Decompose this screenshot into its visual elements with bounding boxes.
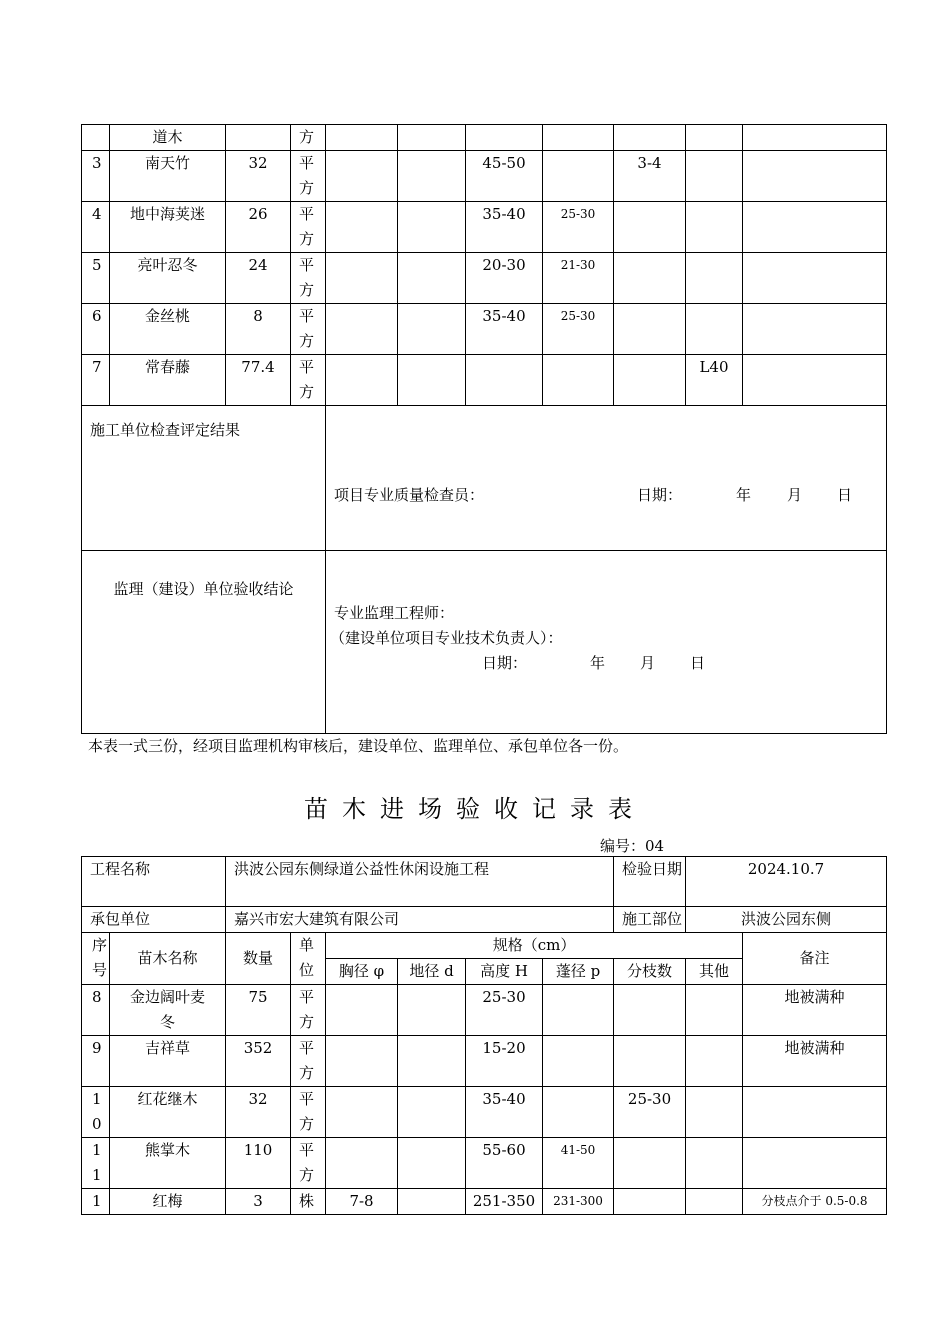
- branch-count: [614, 355, 686, 406]
- inspect-date-value: 2024.10.7: [686, 857, 887, 907]
- inspect-date-label: 检验日期: [614, 857, 686, 907]
- unit: 方: [291, 125, 326, 151]
- quantity: 32: [226, 151, 291, 202]
- other: [686, 1036, 743, 1087]
- row-number: 6: [82, 304, 110, 355]
- quantity: 26: [226, 202, 291, 253]
- crown-diameter: [543, 355, 614, 406]
- table-row: [82, 1138, 887, 1189]
- ground-diameter: [398, 253, 466, 304]
- plant-name: 红花继木: [110, 1087, 226, 1138]
- plant-name: 常春藤: [110, 355, 226, 406]
- other: L40: [686, 355, 743, 406]
- date-label-2: 日期：: [482, 654, 528, 672]
- unit: 平 方: [291, 1087, 326, 1138]
- plant-name: 金边阔叶麦 冬: [110, 985, 226, 1036]
- plant-name: 红梅: [110, 1189, 226, 1215]
- unit: 平 方: [291, 151, 326, 202]
- branch-count: [614, 253, 686, 304]
- quantity: 352: [226, 1036, 291, 1087]
- chest-diameter: [326, 202, 398, 253]
- unit: 平 方: [291, 304, 326, 355]
- ground-diameter: [398, 1036, 466, 1087]
- header-note: 备注: [743, 933, 887, 985]
- remark: [743, 202, 887, 253]
- other: [686, 1189, 743, 1215]
- quantity: 110: [226, 1138, 291, 1189]
- row-number: 7: [82, 355, 110, 406]
- ground-diameter: [398, 151, 466, 202]
- supervision-label: 监理（建设）单位验收结论: [82, 551, 326, 734]
- remark: 分枝点介于 0.5-0.8: [743, 1189, 887, 1215]
- header-no: 序 号: [82, 933, 110, 985]
- engineer-label: 专业监理工程师：: [334, 604, 455, 622]
- crown-diameter: [543, 125, 614, 151]
- height: 55-60: [466, 1138, 543, 1189]
- branch-count: 3-4: [614, 151, 686, 202]
- project-row: [82, 857, 887, 907]
- contractor-value: 嘉兴市宏大建筑有限公司: [226, 907, 614, 933]
- chest-diameter: [326, 1087, 398, 1138]
- ground-diameter: [398, 985, 466, 1036]
- branch-count: [614, 1138, 686, 1189]
- crown-diameter: 231-300: [543, 1189, 614, 1215]
- quantity: 77.4: [226, 355, 291, 406]
- table-row: [82, 1189, 887, 1215]
- row-number: [82, 125, 110, 151]
- header-height: 高度 H: [466, 959, 543, 985]
- branch-count: [614, 202, 686, 253]
- month-label: 月: [787, 486, 803, 504]
- row-number: 3: [82, 151, 110, 202]
- height: 35-40: [466, 1087, 543, 1138]
- plant-name: 亮叶忍冬: [110, 253, 226, 304]
- plant-name: 南天竹: [110, 151, 226, 202]
- footnote: 本表一式三份，经项目监理机构审核后，建设单位、监理单位、承包单位各一份。: [88, 737, 629, 755]
- height: [466, 355, 543, 406]
- unit: 株: [291, 1189, 326, 1215]
- table-row: [82, 355, 887, 406]
- header-unit: 单 位: [291, 933, 326, 985]
- crown-diameter: [543, 1036, 614, 1087]
- plant-name: 金丝桃: [110, 304, 226, 355]
- crown-diameter: [543, 1087, 614, 1138]
- inspector-label: 项目专业质量检查员：: [334, 486, 485, 504]
- other: [686, 304, 743, 355]
- construction-result-cell: [326, 406, 887, 551]
- crown-diameter: 25-30: [543, 202, 614, 253]
- seedling-acceptance-table: [81, 856, 887, 1215]
- height: 251-350: [466, 1189, 543, 1215]
- chest-diameter: [326, 253, 398, 304]
- height: 20-30: [466, 253, 543, 304]
- table-row: [82, 304, 887, 355]
- remark: [743, 151, 887, 202]
- branch-count: [614, 125, 686, 151]
- chest-diameter: [326, 151, 398, 202]
- ground-diameter: [398, 1189, 466, 1215]
- unit: 平 方: [291, 985, 326, 1036]
- crown-diameter: [543, 151, 614, 202]
- contractor-row: [82, 907, 887, 933]
- plant-name: 道木: [110, 125, 226, 151]
- height: 35-40: [466, 304, 543, 355]
- row-number: 1: [82, 1189, 110, 1215]
- table-row: [82, 985, 887, 1036]
- crown-diameter: [543, 985, 614, 1036]
- quantity: 8: [226, 304, 291, 355]
- row-number: 4: [82, 202, 110, 253]
- unit: 平 方: [291, 1036, 326, 1087]
- plant-name: 地中海荚迷: [110, 202, 226, 253]
- remark: [743, 125, 887, 151]
- table-row: [82, 151, 887, 202]
- supervision-cell: [326, 551, 887, 734]
- unit: 平 方: [291, 355, 326, 406]
- remark: [743, 1087, 887, 1138]
- chest-diameter: [326, 304, 398, 355]
- day-label-2: 日: [690, 654, 706, 672]
- crown-diameter: 25-30: [543, 304, 614, 355]
- row-number: 5: [82, 253, 110, 304]
- remark: [743, 355, 887, 406]
- form-code: 编号：04: [600, 837, 665, 855]
- chest-diameter: [326, 1138, 398, 1189]
- branch-count: [614, 1036, 686, 1087]
- branch-count: [614, 304, 686, 355]
- height: [466, 125, 543, 151]
- table-row: [82, 202, 887, 253]
- supervision-row: [82, 551, 887, 734]
- row-number: 9: [82, 1036, 110, 1087]
- remark: 地被满种: [743, 985, 887, 1036]
- row-number: 8: [82, 985, 110, 1036]
- unit: 平 方: [291, 253, 326, 304]
- day-label: 日: [837, 486, 853, 504]
- quantity: 75: [226, 985, 291, 1036]
- row-number: 1 1: [82, 1138, 110, 1189]
- header-row-1: [82, 933, 887, 959]
- chest-diameter: [326, 1036, 398, 1087]
- quantity: [226, 125, 291, 151]
- chest-diameter: [326, 125, 398, 151]
- ground-diameter: [398, 125, 466, 151]
- year-label: 年: [736, 486, 752, 504]
- header-ground-diameter: 地径 d: [398, 959, 466, 985]
- remark: 地被满种: [743, 1036, 887, 1087]
- other: [686, 253, 743, 304]
- branch-count: 25-30: [614, 1087, 686, 1138]
- location-label: 施工部位: [614, 907, 686, 933]
- table-row: [82, 253, 887, 304]
- chest-diameter: [326, 355, 398, 406]
- height: 35-40: [466, 202, 543, 253]
- branch-count: [614, 1189, 686, 1215]
- crown-diameter: 21-30: [543, 253, 614, 304]
- header-branch-count: 分枝数: [614, 959, 686, 985]
- branch-count: [614, 985, 686, 1036]
- ground-diameter: [398, 1138, 466, 1189]
- ground-diameter: [398, 202, 466, 253]
- owner-label: （建设单位项目专业技术负责人）：: [330, 629, 563, 647]
- construction-result-row: [82, 406, 887, 551]
- chest-diameter: 7-8: [326, 1189, 398, 1215]
- quantity: 3: [226, 1189, 291, 1215]
- table-row: [82, 1036, 887, 1087]
- chest-diameter: [326, 985, 398, 1036]
- ground-diameter: [398, 304, 466, 355]
- unit: 平 方: [291, 202, 326, 253]
- other: [686, 125, 743, 151]
- remark: [743, 304, 887, 355]
- other: [686, 1138, 743, 1189]
- unit: 平 方: [291, 1138, 326, 1189]
- row-number: 1 0: [82, 1087, 110, 1138]
- header-other: 其他: [686, 959, 743, 985]
- contractor-label: 承包单位: [82, 907, 226, 933]
- other: [686, 1087, 743, 1138]
- ground-diameter: [398, 1087, 466, 1138]
- plant-name: 吉祥草: [110, 1036, 226, 1087]
- location-value: 洪波公园东侧: [686, 907, 887, 933]
- quantity: 32: [226, 1087, 291, 1138]
- project-value: 洪波公园东侧绿道公益性休闲设施工程: [226, 857, 614, 907]
- inspection-table-continued: [81, 124, 887, 734]
- quantity: 24: [226, 253, 291, 304]
- height: 15-20: [466, 1036, 543, 1087]
- remark: [743, 253, 887, 304]
- table-row: [82, 1087, 887, 1138]
- header-qty: 数量: [226, 933, 291, 985]
- date-label: 日期：: [637, 486, 683, 504]
- plant-name: 熊掌木: [110, 1138, 226, 1189]
- crown-diameter: 41-50: [543, 1138, 614, 1189]
- header-crown-diameter: 蓬径 p: [543, 959, 614, 985]
- table-row: [82, 125, 887, 151]
- year-label-2: 年: [590, 654, 606, 672]
- header-spec: 规格（cm）: [326, 933, 743, 959]
- other: [686, 202, 743, 253]
- ground-diameter: [398, 355, 466, 406]
- project-label: 工程名称: [82, 857, 226, 907]
- other: [686, 151, 743, 202]
- construction-result-label: 施工单位检查评定结果: [82, 406, 326, 551]
- other: [686, 985, 743, 1036]
- header-chest-diameter: 胸径 φ: [326, 959, 398, 985]
- header-name: 苗木名称: [110, 933, 226, 985]
- height: 45-50: [466, 151, 543, 202]
- month-label-2: 月: [640, 654, 656, 672]
- remark: [743, 1138, 887, 1189]
- height: 25-30: [466, 985, 543, 1036]
- form-title: 苗木进场验收记录表: [304, 795, 646, 823]
